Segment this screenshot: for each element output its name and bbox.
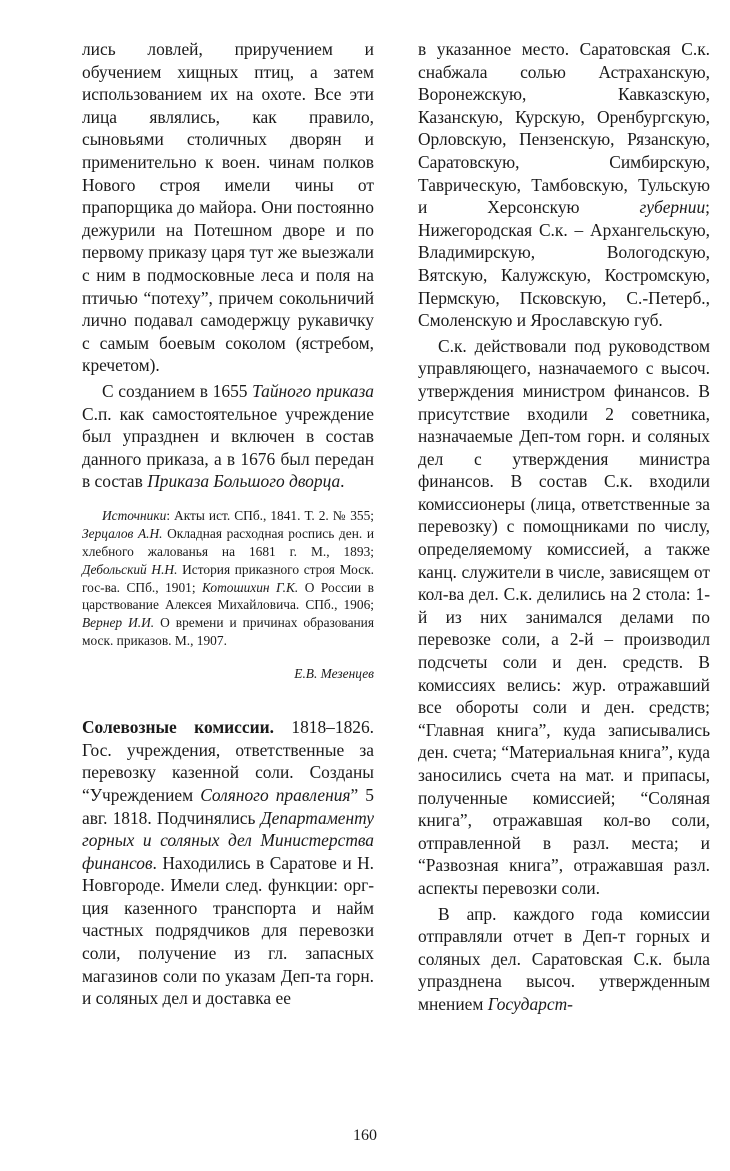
left-column bbox=[82, 38, 374, 1010]
paragraph-provinces: в указанное место. Саратовская С.к. снабжала солью Астраханскую, Воронежскую, Кавказскую, Казанскую, Курскую, Оренбургскую, Орловскую, Пензенскую, Рязанскую, Саратовскую, Симбирскую, Таврическую, Тамбовскую, Тульскую и Херсонскую губернии; Нижегородская С.к. – Архангельскую, Владимирскую, Вологодскую, Вятскую, Калужскую, Костромскую, Пермскую, Псковскую, С.-Петерб., Смоленскую и Ярославскую губ. bbox=[418, 39, 710, 331]
term-secret-office: Тайного приказа bbox=[252, 380, 374, 401]
entry-headword: Солевозные комиссии. bbox=[82, 717, 275, 738]
sources-label: Источники bbox=[102, 507, 167, 523]
entry-salt-commissions: Солевозные комиссии. 1818–1826. Гос. учреждения, ответственные за перевозку казенной соли. Созданы “Учреждением Соляного правления” 5 авг. 1818. Подчинялись Департаменту горных и соляных дел Министерства финансов. Находились в Саратове и Н. Новгороде. Имели след. функции: орг-ция казенного транспорта и найм частных подрядчиков для перевозки соли, получение из гл. запасных магазинов соли по указам Деп-та горн. и соляных дел и доставка ее bbox=[82, 717, 375, 1009]
sources-list: Источники: Акты ист. СПб., 1841. Т. 2. № 355; Зерцалов А.Н. Окладная расходная роспись ден. и хлебного жалованья на 1681 г. М., 1893; Дебольский Н.Н. История приказного строя Моск. гос-ва. СПб., 1901; Котошихин Г.К. О России в царствование Алексея Михайловича. СПб., 1906; Вернер И.И. О времени и причинах образования моск. приказов. М., 1907. bbox=[82, 507, 375, 649]
paragraph-abolition: С созданием в 1655 Тайного приказа С.п. как самостоятельное учреждение был упразднен и включен в состав данного приказа, а в 1676 был передан в состав Приказа Большого дворца. bbox=[82, 380, 374, 492]
paragraph-falconers: лись ловлей, приручением и обучением хищных птиц, а затем использованием их на охоте. Все эти лица являлись, как правило, сыновьями столичных дворян и применительно к воен. чинам полков Нового строя имели чины от прапорщика до майора. Они постоянно дежурили на Потешном дворе и по первому приказу царя тут же выезжали с ним в подмосковные леса и поля на птичью “потеху”, причем сокольничий лично подавал самодержцу рукавичку с самым боевым соколом (ястребом, кречетом). bbox=[82, 39, 374, 376]
page-number: 160 bbox=[353, 1127, 377, 1144]
author-signature: Е.В. Мезенцев bbox=[294, 666, 374, 682]
paragraph-structure: С.к. действовали под руководством управляющего, назначаемого с высоч. утверждения министром финансов. В присутствие входили 2 советника, назначаемые Деп-том горн. и соляных дел с утверждения министра финансов. В состав С.к. входили комиссионеры (лица, ответственные за перевозку) с помощниками по числу, определяемому комиссией, а также канц. служители в числе, зависящем от кол-ва дел. С.к. делились на 2 стола: 1-й из них занимался делами по перевозке соли, а 2-й – производил подсчеты соли и ден. средств. В комиссиях велись: жур. отражавший все обороты соли и ден. средств; “Главная книга”, куда записывались ден. счета; “Материальная книга”, куда заносились счета на мат. и припасы, полученные комиссией; “Соляная книга”, отражавшая кол-во соли, отправленной в разл. места; и “Развозная книга”, отражавшая разл. аспекты перевозки соли. bbox=[418, 335, 710, 898]
term-grand-palace-office: Приказа Большого дворца bbox=[147, 471, 341, 492]
right-column bbox=[418, 38, 710, 1016]
paragraph-reports: В апр. каждого года комиссии отправляли отчет в Деп-т горных и соляных дел. Саратовская С.к. была упразднена высоч. утвержденным мнением Государст- bbox=[418, 903, 710, 1014]
